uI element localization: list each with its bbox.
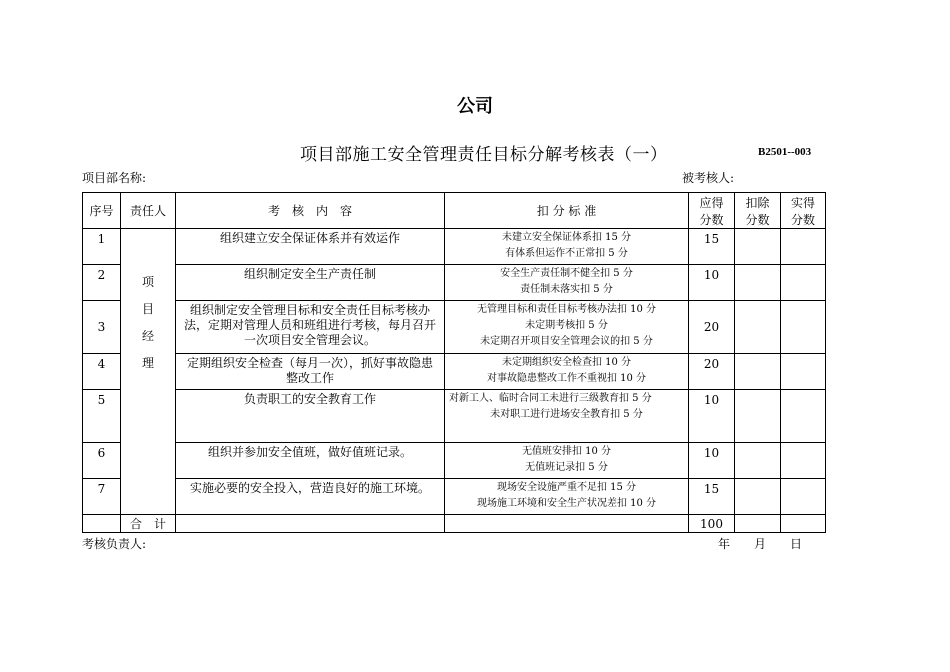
responsible-char: 目 <box>141 302 154 316</box>
company-name: 公司 <box>457 96 493 117</box>
standard-line: 对事故隐患整改工作不重视扣 10 分 <box>486 373 647 384</box>
row-score: 10 <box>689 390 735 443</box>
row-deduct-cell[interactable] <box>735 301 781 354</box>
row-deduct-cell[interactable] <box>735 443 781 479</box>
standard-line: 未定期考核扣 5 分 <box>525 320 608 331</box>
standard-line: 安全生产责任制不健全扣 5 分 <box>500 268 633 279</box>
row-deduct-cell[interactable] <box>735 390 781 443</box>
standard-line: 无值班记录扣 5 分 <box>525 462 608 473</box>
row-score: 20 <box>689 354 735 390</box>
row-actual-cell[interactable] <box>781 301 826 354</box>
header-content: 考 核 内 容 <box>176 193 445 229</box>
row-actual-cell[interactable] <box>781 390 826 443</box>
total-deduct-cell[interactable] <box>735 515 781 533</box>
row-actual-cell[interactable] <box>781 354 826 390</box>
table-row <box>83 229 826 265</box>
total-score: 100 <box>689 515 735 533</box>
responsible-char: 经 <box>141 329 154 343</box>
standard-line: 未建立安全保证体系扣 15 分 <box>501 232 632 243</box>
assessee-label: 被考核人: <box>682 171 735 185</box>
header-deduct <box>735 193 781 229</box>
row-seq: 7 <box>83 479 121 515</box>
row-standard <box>445 229 689 265</box>
row-deduct-cell[interactable] <box>735 265 781 301</box>
table-row <box>83 390 826 443</box>
row-score: 20 <box>689 301 735 354</box>
standard-line: 对新工人、临时合同工未进行三级教育扣 5 分 <box>449 393 652 404</box>
row-content: 负责职工的安全教育工作 <box>176 390 445 443</box>
table-row <box>83 301 826 354</box>
header-score-due <box>689 193 735 229</box>
row-standard <box>445 301 689 354</box>
header-seq: 序号 <box>83 193 121 229</box>
row-standard <box>445 443 689 479</box>
header-responsible: 责任人 <box>121 193 176 229</box>
standard-line: 现场安全设施严重不足扣 15 分 <box>496 482 637 493</box>
row-content: 组织并参加安全值班，做好值班记录。 <box>176 443 445 479</box>
row-actual-cell[interactable] <box>781 479 826 515</box>
row-seq: 5 <box>83 390 121 443</box>
standard-line: 现场施工环境和安全生产状况差扣 10 分 <box>476 498 657 509</box>
table-row <box>83 479 826 515</box>
row-content: 实施必要的安全投入，营造良好的施工环境。 <box>176 479 445 515</box>
form-title: 项目部施工安全管理责任目标分解考核表（一） <box>300 145 668 165</box>
row-deduct-cell[interactable] <box>735 229 781 265</box>
row-seq: 6 <box>83 443 121 479</box>
header-score-due-line2: 分数 <box>699 212 724 227</box>
row-seq: 2 <box>83 265 121 301</box>
row-standard <box>445 479 689 515</box>
header-standard: 扣 分 标 准 <box>445 193 689 229</box>
total-label: 合 计 <box>121 515 176 533</box>
row-standard <box>445 390 689 443</box>
header-actual <box>781 193 826 229</box>
assessment-table <box>82 192 826 533</box>
row-score: 15 <box>689 229 735 265</box>
row-seq: 3 <box>83 301 121 354</box>
table-row <box>83 354 826 390</box>
standard-line: 无值班安排扣 10 分 <box>521 446 612 457</box>
table-row <box>83 443 826 479</box>
row-actual-cell[interactable] <box>781 443 826 479</box>
standard-line: 有体系但运作不正常扣 5 分 <box>505 248 628 259</box>
total-standard-cell <box>445 515 689 533</box>
row-standard <box>445 354 689 390</box>
standard-line: 未定期组织安全检查扣 10 分 <box>501 357 632 368</box>
form-code: B2501--003 <box>758 146 812 158</box>
row-seq: 4 <box>83 354 121 390</box>
total-row <box>83 515 826 533</box>
header-score-due-line1: 应得 <box>699 195 724 210</box>
total-content-cell <box>176 515 445 533</box>
row-actual-cell[interactable] <box>781 265 826 301</box>
row-score: 15 <box>689 479 735 515</box>
responsible-char: 项 <box>141 275 154 289</box>
table-row <box>83 265 826 301</box>
header-deduct-line2: 分数 <box>745 212 770 227</box>
standard-line: 未定期召开项目安全管理会议的扣 5 分 <box>480 336 653 347</box>
row-score: 10 <box>689 265 735 301</box>
header-actual-line1: 实得 <box>790 195 815 210</box>
responsible-char: 理 <box>141 356 154 370</box>
header-deduct-line1: 扣除 <box>745 195 770 210</box>
row-deduct-cell[interactable] <box>735 354 781 390</box>
date-label: 年 月 日 <box>718 537 803 551</box>
row-content: 组织建立安全保证体系并有效运作 <box>176 229 445 265</box>
row-content: 定期组织安全检查（每月一次），抓好事故隐患整改工作 <box>176 354 445 390</box>
responsible-cell <box>121 229 176 515</box>
row-standard <box>445 265 689 301</box>
standard-line: 无管理目标和责任目标考核办法扣 10 分 <box>476 304 657 315</box>
row-seq: 1 <box>83 229 121 265</box>
total-actual-cell[interactable] <box>781 515 826 533</box>
row-content: 组织制定安全生产责任制 <box>176 265 445 301</box>
reviewer-label: 考核负责人: <box>82 537 147 551</box>
dept-name-label: 项目部名称: <box>82 171 147 185</box>
table-header-row <box>83 193 826 229</box>
row-actual-cell[interactable] <box>781 229 826 265</box>
header-actual-line2: 分数 <box>790 212 815 227</box>
standard-line: 未对职工进行进场安全教育扣 5 分 <box>490 409 643 420</box>
row-content: 组织制定安全管理目标和安全责任目标考核办法，定期对管理人员和班组进行考核，每月召开一次项目安全管理会议。 <box>176 301 445 354</box>
total-empty-cell <box>83 515 121 533</box>
standard-line: 责任制未落实扣 5 分 <box>520 284 613 295</box>
row-score: 10 <box>689 443 735 479</box>
row-deduct-cell[interactable] <box>735 479 781 515</box>
